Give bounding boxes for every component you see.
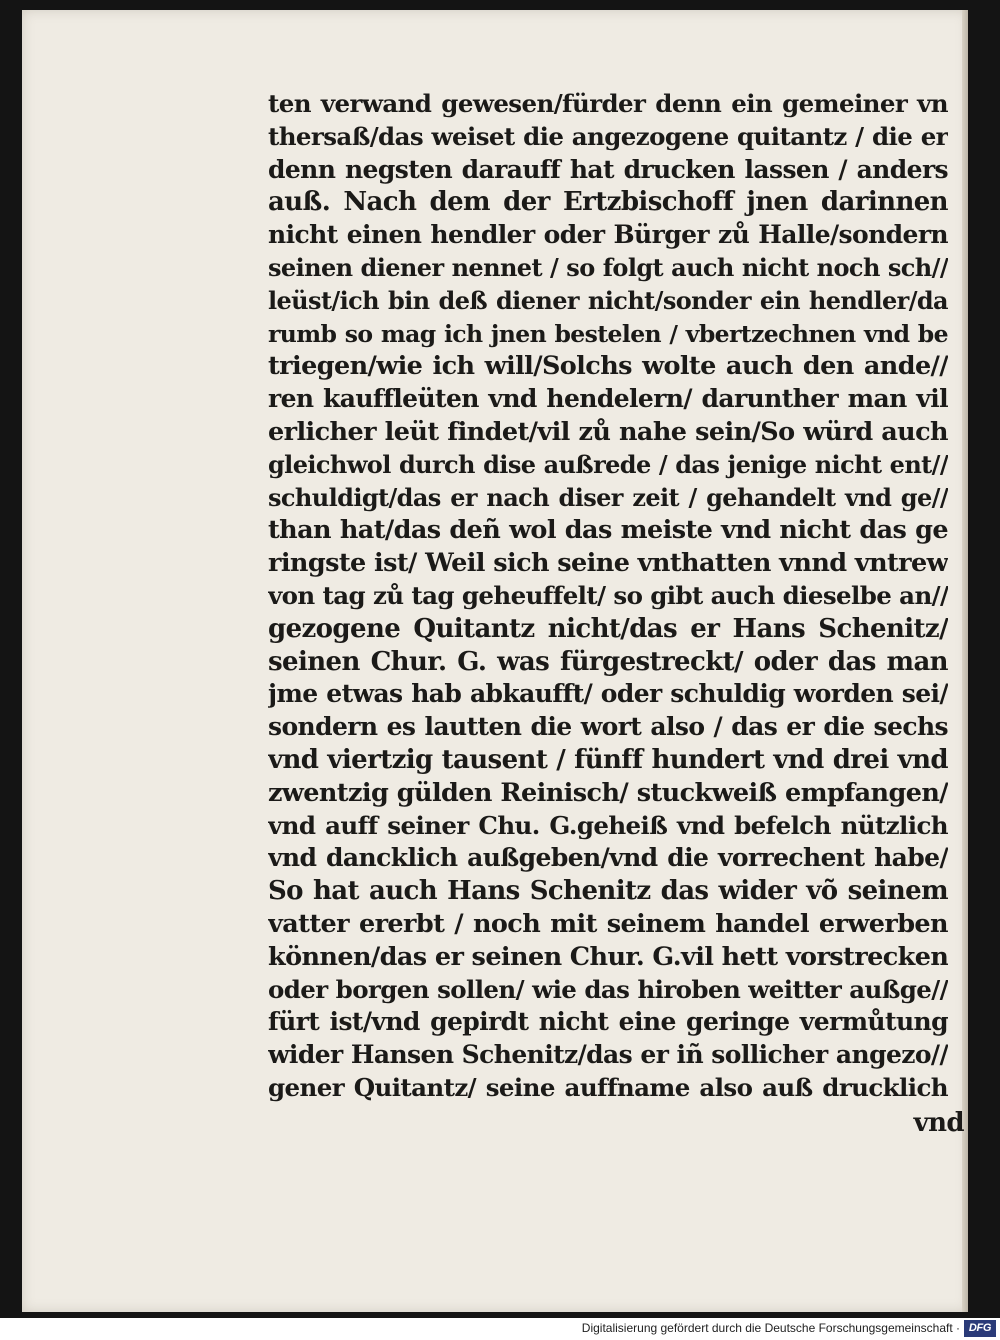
text-line: erlicher leüt findet/vil zů nahe sein/So würd auch: [268, 416, 948, 447]
text-line: zwentzig gülden Reinisch/ stuckweiß empfangen/: [268, 777, 948, 808]
text-line: vnd viertzig tausent / fünff hundert vnd drei vnd: [268, 744, 948, 775]
text-line: seinen Chur. G. was fürgestreckt/ oder das man: [268, 646, 948, 677]
text-line: leüst/ich bin deß diener nicht/sonder ein hendler/da: [268, 285, 948, 315]
text-line: können/das er seinen Chur. G.vil hett vorstrecken: [268, 941, 948, 972]
funding-credit: Digitalisierung gefördert durch die Deutsche Forschungsgemeinschaft ·: [581, 1321, 960, 1335]
dfg-logo: DFG: [964, 1320, 996, 1337]
text-line: nicht einen hendler oder Bürger zů Halle/sondern: [268, 220, 948, 250]
text-line: ten verwand gewesen/fürder denn ein gemeiner vn: [268, 89, 948, 118]
text-line: ringste ist/ Weil sich seine vnthatten vnnd vntrew: [268, 548, 948, 579]
text-line: rumb so mag ich jnen bestelen / vbertzechnen vnd be: [268, 319, 948, 348]
text-line: sondern es lautten die wort also / das er die sechs: [268, 712, 948, 742]
text-line: vnd dancklich außgeben/vnd die vorrechent habe/: [268, 843, 948, 873]
text-line: schuldigt/das er nach diser zeit / gehandelt vnd ge//: [268, 482, 948, 512]
text-line: triegen/wie ich will/Solchs wolte auch den ande//: [268, 351, 948, 382]
body-text: [268, 88, 948, 1105]
text-line: vnd auff seiner Chu. G.geheiß vnd befelch nützlich: [268, 810, 948, 840]
text-line: wider Hansen Schenitz/das er iñ sollicher angezo//: [268, 1040, 948, 1070]
footer-bar: [0, 1318, 1000, 1340]
text-line: thersaß/das weiset die angezogene quitantz / die er: [268, 121, 948, 151]
text-line: denn negsten darauff hat drucken lassen / anders: [268, 154, 948, 184]
text-line: So hat auch Hans Schenitz das wider võ seinem: [268, 876, 948, 907]
text-line: fürt ist/vnd gepirdt nicht eine geringe vermůtung: [268, 1007, 948, 1037]
catchword: vnd: [913, 1108, 964, 1138]
text-line: gener Quitantz/ seine auffname also auß drucklich: [268, 1072, 948, 1102]
text-line: gleichwol durch dise außrede / das jenige nicht ent//: [268, 449, 948, 479]
text-line: vatter ererbt / noch mit seinem handel erwerben: [268, 908, 948, 939]
text-line: than hat/das deñ wol das meiste vnd nicht das ge: [268, 515, 948, 546]
text-line: ren kauffleüten vnd hendelern/ darunther man vil: [268, 384, 948, 414]
text-line: gezogene Quitantz nicht/das er Hans Schenitz/: [268, 613, 948, 644]
text-line: auß. Nach dem der Ertzbischoff jnen darinnen: [268, 187, 948, 218]
text-line: seinen diener nennet / so folgt auch nicht noch sch//: [268, 252, 948, 282]
text-line: oder borgen sollen/ wie das hiroben weitter außge//: [268, 974, 948, 1004]
text-line: jme etwas hab abkaufft/ oder schuldig worden sei/: [268, 679, 948, 709]
text-line: von tag zů tag geheuffelt/ so gibt auch dieselbe an//: [268, 580, 948, 610]
